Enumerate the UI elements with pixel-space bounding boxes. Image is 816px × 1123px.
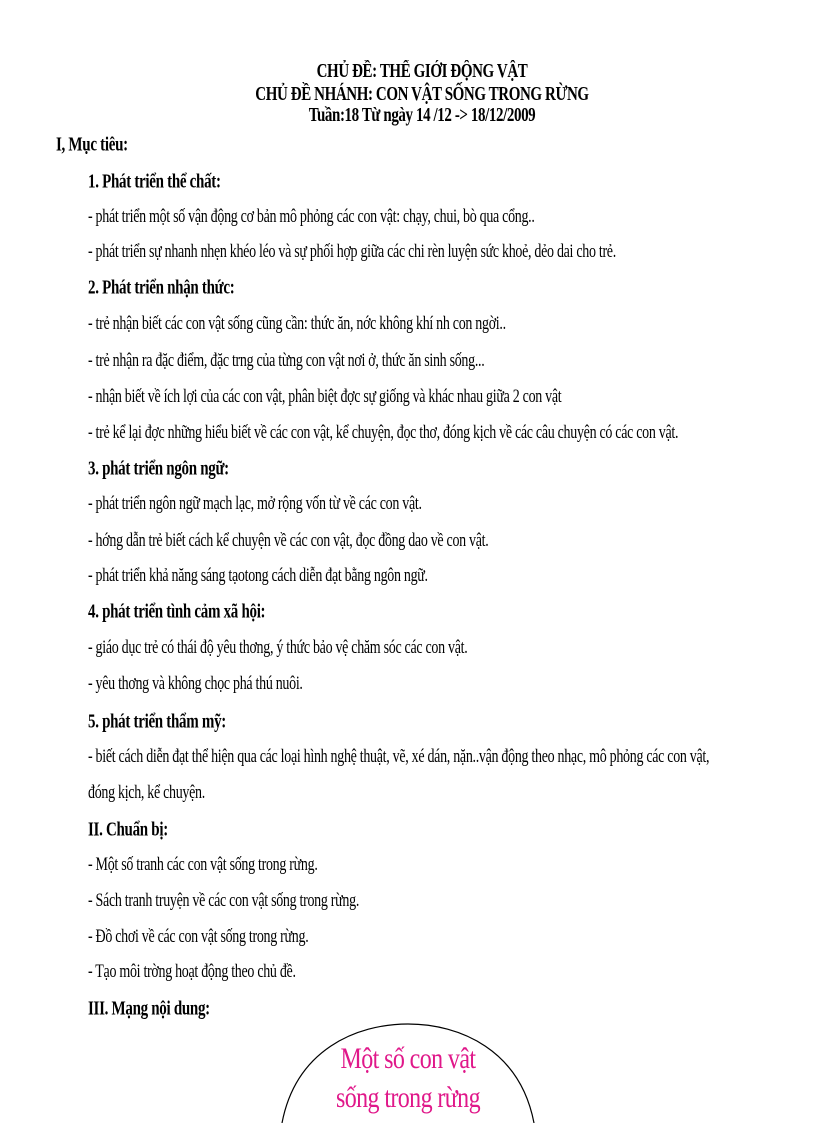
- section-1-heading: I, Mục tiêu:: [56, 134, 128, 156]
- mindmap-center-line1: Một số con vật: [340, 1042, 476, 1076]
- sub-2-item: - nhận biết về ích lợi của các con vật, phân biệt đợc sự giống và khác nhau giữa 2 con vật: [88, 387, 562, 408]
- sub-4-item: - yêu thơng và không chọc phá thú nuôi.: [88, 674, 303, 695]
- sub-2-item: - trẻ nhận ra đặc điểm, đặc trng của từng con vật nơi ở, thức ăn sinh sống...: [88, 351, 485, 372]
- sub-3-item: - hớng dẫn trẻ biết cách kể chuyện về các con vật, đọc đồng dao về con vật.: [88, 531, 489, 552]
- sub-3-item: - phát triển ngôn ngữ mạch lạc, mở rộng vốn từ về các con vật.: [88, 494, 422, 515]
- sub-3-heading: 3. phát triển ngôn ngữ:: [88, 458, 229, 480]
- prep-item: - Sách tranh truyện về các con vật sống trong rừng.: [88, 891, 360, 912]
- sub-4-item: - giáo dục trẻ có thái độ yêu thơng, ý thức bảo vệ chăm sóc các con vật.: [88, 638, 468, 659]
- doc-week: Tuần:18 Từ ngày 14 /12 -> 18/12/2009: [308, 105, 536, 127]
- sub-2-item: - trẻ nhận biết các con vật sống cũng cần: thức ăn, nớc không khí nh con ngời..: [88, 314, 506, 335]
- sub-2-item: - trẻ kể lại đợc những hiểu biết về các con vật, kể chuyện, đọc thơ, đóng kịch về các câu chuyện có các con vật.: [88, 423, 679, 444]
- sub-4-heading: 4. phát triển tình cảm xã hội:: [88, 601, 266, 623]
- sub-1-item: - phát triển một số vận động cơ bản mô phỏng các con vật: chạy, chui, bò qua cổng..: [88, 207, 535, 228]
- sub-1-item: - phát triển sự nhanh nhẹn khéo léo và sự phối hợp giữa các chi rèn luyện sức khoẻ, dẻo dai cho trẻ.: [88, 242, 616, 263]
- sub-5-item: - biết cách diễn đạt thể hiện qua các loại hình nghệ thuật, vẽ, xé dán, nặn..vận động theo nhạc, mô phỏng các con vật,: [88, 747, 710, 768]
- prep-item: - Đồ chơi về các con vật sống trong rừng.: [88, 927, 309, 948]
- mindmap-center-line2: sống trong rừng: [335, 1081, 480, 1115]
- sub-3-item: - phát triển khả năng sáng tạotong cách diễn đạt bằng ngôn ngữ.: [88, 566, 428, 587]
- section-3-heading: III. Mạng nội dung:: [88, 998, 210, 1020]
- doc-subtitle: CHỦ ĐỀ NHÁNH: CON VẬT SỐNG TRONG RỪNG: [255, 84, 589, 106]
- prep-item: - Tạo môi trờng hoạt động theo chủ đề.: [88, 962, 296, 983]
- sub-5-heading: 5. phát triển thẩm mỹ:: [88, 711, 226, 733]
- section-2-heading: II. Chuẩn bị:: [88, 819, 168, 841]
- sub-5-item-continued: đóng kịch, kể chuyện.: [88, 783, 205, 804]
- doc-title: CHỦ ĐỀ: THẾ GIỚI ĐỘNG VẬT: [316, 61, 528, 83]
- sub-2-heading: 2. Phát triển nhận thức:: [88, 277, 235, 299]
- prep-item: - Một số tranh các con vật sống trong rừng.: [88, 855, 318, 876]
- sub-1-heading: 1. Phát triển thể chất:: [88, 171, 221, 193]
